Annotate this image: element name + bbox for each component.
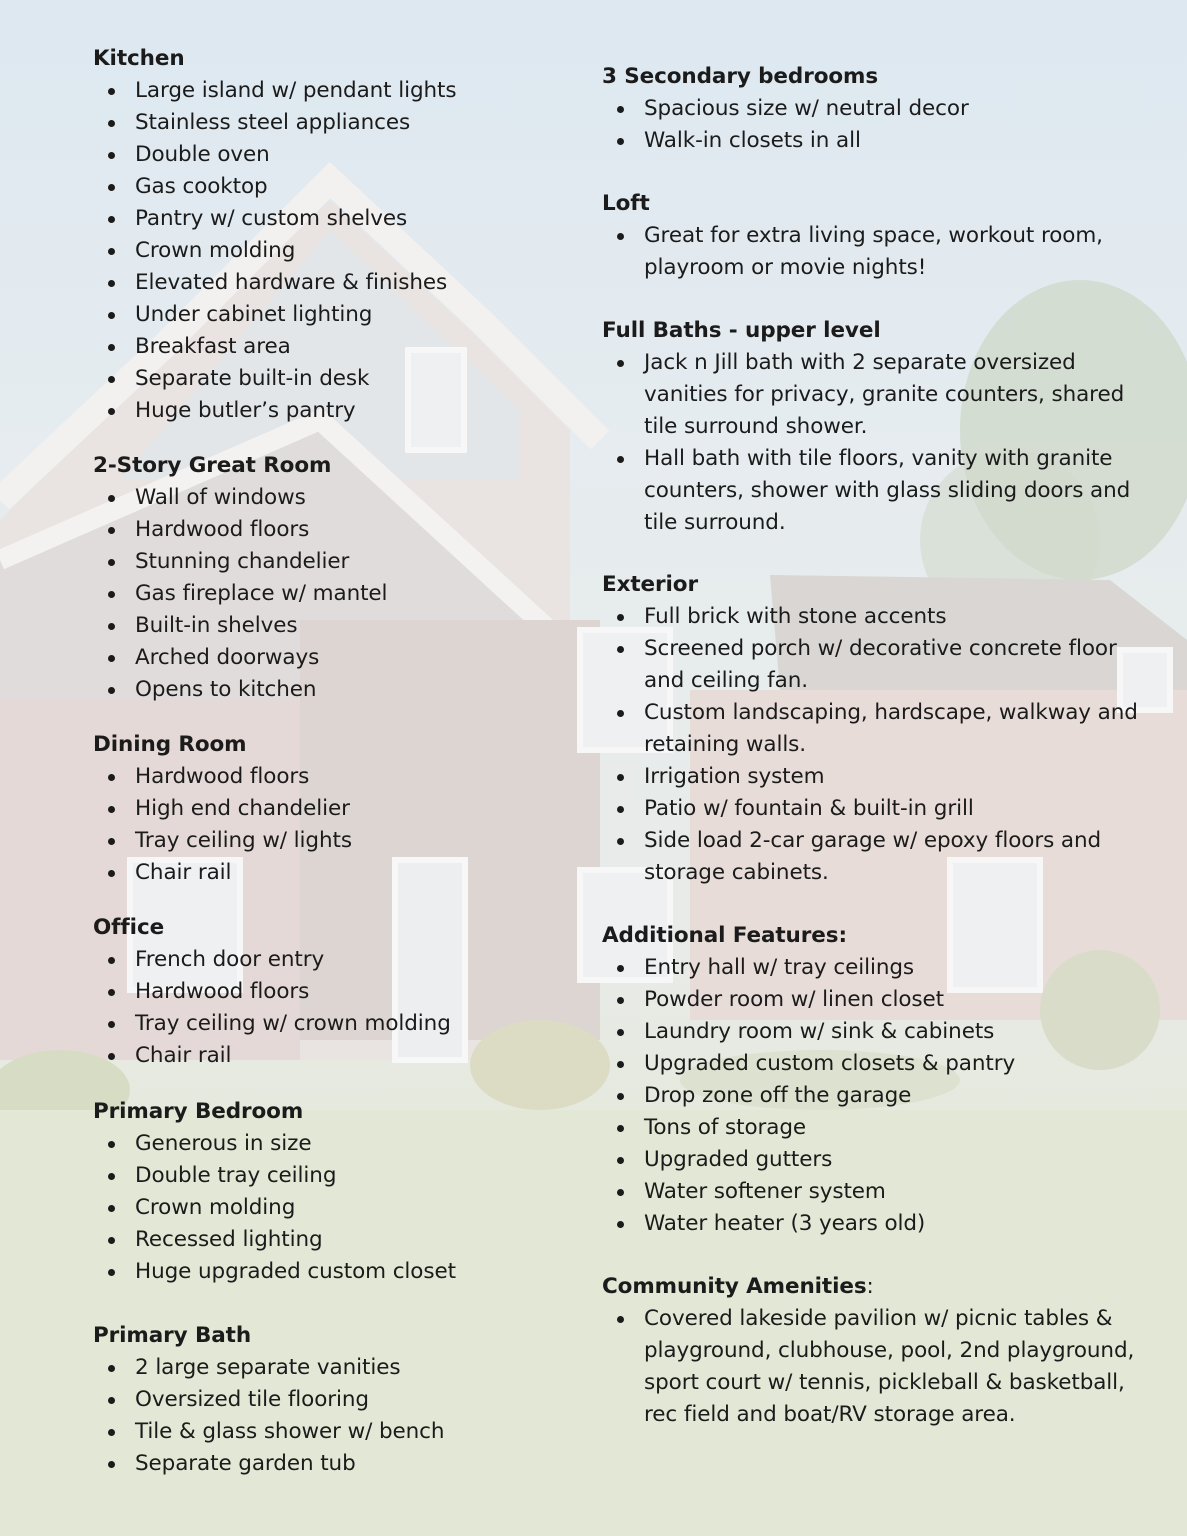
feature-list: [93, 482, 563, 706]
list-item: Gas fireplace w/ mantel: [135, 578, 563, 610]
list-item: Tons of storage: [644, 1112, 1162, 1144]
section-heading: Full Baths - upper level: [602, 318, 881, 343]
section-secondary-bedrooms: [602, 61, 1162, 157]
heading-text: Community Amenities: [602, 1274, 867, 1299]
section-additional-features: [602, 920, 1162, 1240]
list-item: Crown molding: [135, 235, 563, 267]
feature-list: [93, 761, 563, 889]
list-item: Arched doorways: [135, 642, 563, 674]
section-loft: [602, 188, 1162, 284]
section-heading: [602, 1271, 1162, 1303]
feature-list: [602, 220, 1162, 284]
feature-list: [602, 1303, 1162, 1431]
section-heading: 2-Story Great Room: [93, 453, 332, 478]
section-primary-bath: [93, 1320, 563, 1480]
section-primary-bedroom: [93, 1096, 563, 1288]
list-item: Spacious size w/ neutral decor: [644, 93, 1162, 125]
feature-list: [602, 347, 1162, 539]
list-item: Generous in size: [135, 1128, 563, 1160]
list-item: Chair rail: [135, 1040, 563, 1072]
list-item: Jack n Jill bath with 2 separate oversized vanities for privacy, granite counters, shared tile surround shower.: [644, 347, 1162, 443]
section-great-room: [93, 450, 563, 706]
list-item: Water softener system: [644, 1176, 1162, 1208]
list-item: 2 large separate vanities: [135, 1352, 563, 1384]
list-item: Water heater (3 years old): [644, 1208, 1162, 1240]
section-heading: Additional Features:: [602, 923, 847, 948]
list-item: Covered lakeside pavilion w/ picnic tables & playground, clubhouse, pool, 2nd playground, sport court w/ tennis, pickleball & basketball, rec field and boat/RV storage area.: [644, 1303, 1162, 1431]
list-item: Pantry w/ custom shelves: [135, 203, 563, 235]
list-item: Stunning chandelier: [135, 546, 563, 578]
list-item: Wall of windows: [135, 482, 563, 514]
feature-list: [602, 952, 1162, 1240]
list-item: Great for extra living space, workout room, playroom or movie nights!: [644, 220, 1162, 284]
section-heading: Exterior: [602, 572, 698, 597]
section-heading: Loft: [602, 191, 650, 216]
section-heading: 3 Secondary bedrooms: [602, 64, 879, 89]
list-item: Upgraded gutters: [644, 1144, 1162, 1176]
list-item: Hall bath with tile floors, vanity with granite counters, shower with glass sliding doors and tile surround.: [644, 443, 1162, 539]
list-item: Side load 2-car garage w/ epoxy floors and storage cabinets.: [644, 825, 1162, 889]
list-item: Huge butler’s pantry: [135, 395, 563, 427]
section-dining-room: [93, 729, 563, 889]
section-heading: Kitchen: [93, 46, 185, 71]
list-item: Gas cooktop: [135, 171, 563, 203]
feature-list: [602, 93, 1162, 157]
list-item: Breakfast area: [135, 331, 563, 363]
feature-list: [93, 1128, 563, 1288]
section-heading: Primary Bedroom: [93, 1099, 304, 1124]
list-item: Entry hall w/ tray ceilings: [644, 952, 1162, 984]
list-item: Drop zone off the garage: [644, 1080, 1162, 1112]
list-item: Screened porch w/ decorative concrete floor and ceiling fan.: [644, 633, 1162, 697]
feature-list: [93, 75, 563, 427]
list-item: Double tray ceiling: [135, 1160, 563, 1192]
list-item: Separate built-in desk: [135, 363, 563, 395]
section-exterior: [602, 569, 1162, 889]
list-item: Powder room w/ linen closet: [644, 984, 1162, 1016]
list-item: Huge upgraded custom closet: [135, 1256, 563, 1288]
section-heading: Primary Bath: [93, 1323, 252, 1348]
feature-list: [93, 944, 563, 1072]
list-item: Separate garden tub: [135, 1448, 563, 1480]
feature-list: [93, 1352, 563, 1480]
list-item: Oversized tile flooring: [135, 1384, 563, 1416]
section-community-amenities: [602, 1271, 1162, 1431]
list-item: Stainless steel appliances: [135, 107, 563, 139]
list-item: Custom landscaping, hardscape, walkway and retaining walls.: [644, 697, 1162, 761]
section-heading: Office: [93, 915, 165, 940]
list-item: Built-in shelves: [135, 610, 563, 642]
list-item: Hardwood floors: [135, 761, 563, 793]
list-item: Opens to kitchen: [135, 674, 563, 706]
list-item: Recessed lighting: [135, 1224, 563, 1256]
section-kitchen: [93, 43, 563, 427]
list-item: Walk-in closets in all: [644, 125, 1162, 157]
list-item: Hardwood floors: [135, 976, 563, 1008]
list-item: Full brick with stone accents: [644, 601, 1162, 633]
list-item: Under cabinet lighting: [135, 299, 563, 331]
list-item: Hardwood floors: [135, 514, 563, 546]
list-item: Irrigation system: [644, 761, 1162, 793]
list-item: Tray ceiling w/ lights: [135, 825, 563, 857]
list-item: Laundry room w/ sink & cabinets: [644, 1016, 1162, 1048]
list-item: Tray ceiling w/ crown molding: [135, 1008, 563, 1040]
heading-suffix: :: [866, 1274, 874, 1299]
list-item: Large island w/ pendant lights: [135, 75, 563, 107]
list-item: Patio w/ fountain & built-in grill: [644, 793, 1162, 825]
list-item: Double oven: [135, 139, 563, 171]
section-office: [93, 912, 563, 1072]
list-item: Tile & glass shower w/ bench: [135, 1416, 563, 1448]
list-item: Crown molding: [135, 1192, 563, 1224]
list-item: High end chandelier: [135, 793, 563, 825]
section-full-baths: [602, 315, 1162, 539]
list-item: Chair rail: [135, 857, 563, 889]
feature-list: [602, 601, 1162, 889]
list-item: Upgraded custom closets & pantry: [644, 1048, 1162, 1080]
list-item: French door entry: [135, 944, 563, 976]
section-heading: Dining Room: [93, 732, 247, 757]
list-item: Elevated hardware & finishes: [135, 267, 563, 299]
